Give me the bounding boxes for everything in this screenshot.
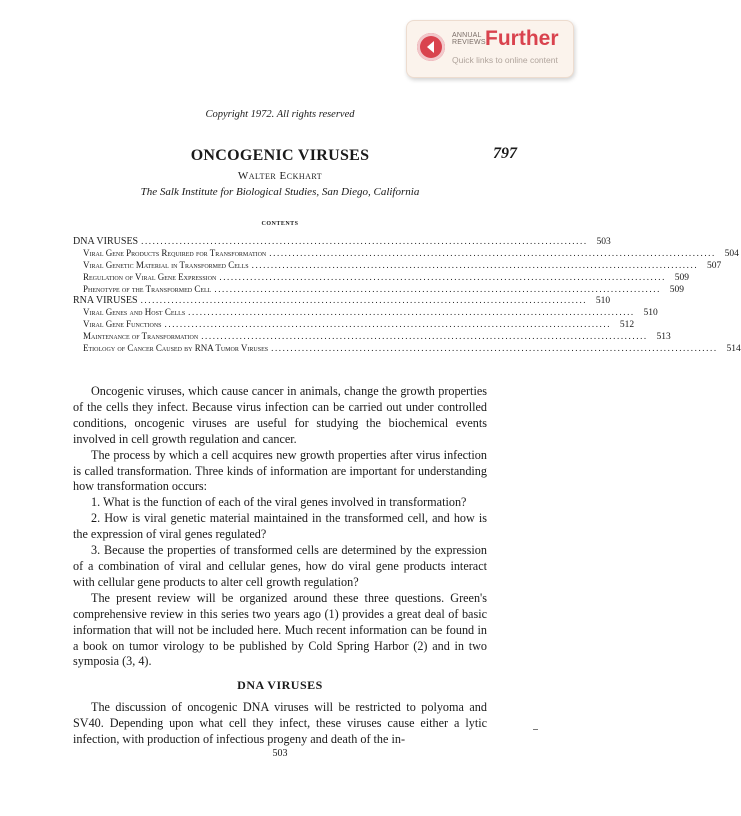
author-affiliation: The Salk Institute for Biological Studies, San Diego, California (140, 186, 420, 198)
toc-label: Etiology of Cancer Caused by RNA Tumor Viruses (83, 343, 269, 354)
toc-page: 513 (656, 332, 671, 343)
margin-mark (533, 729, 538, 730)
toc-page: 514 (726, 344, 741, 355)
footer-page-number: 503 (272, 748, 288, 759)
toc-page: 503 (596, 237, 611, 247)
toc-label: Viral Genes and Host Cells (83, 307, 186, 318)
toc-page: 512 (619, 320, 635, 331)
body-paragraph: The discussion of oncogenic DNA viruses will be restricted to polyoma and SV40. Depending upon what cell they infect, these viruses cause either a lytic infection, with production of infectious progeny and death of the in- (73, 700, 487, 747)
copyright-notice: Copyright 1972. All rights reserved (205, 109, 355, 120)
toc-entry[interactable]: Viral Genetic Material in Transformed Cells .................................................................................................................... 507 (83, 259, 722, 271)
toc-label: RNA VIRUSES (73, 295, 138, 307)
toc-entry[interactable]: Phenotype of the Transformed Cell .................................................................................................................... 509 (83, 283, 684, 295)
toc-entry[interactable]: Viral Genes and Host Cells .................................................................................................................... 510 (83, 307, 658, 319)
body-paragraph: The process by which a cell acquires new growth properties after virus infection is called transformation. Three kinds of information are important for understanding how transformation occurs: (73, 447, 487, 494)
body-paragraph: Oncogenic viruses, which cause cancer in animals, change the growth properties of the cells they infect. Because virus infection can be carried out under controlled conditions, oncogenic viruses are useful for studying the biochemical events involved in cell growth regulation and cancer. (73, 384, 487, 446)
toc-entry[interactable]: Viral Gene Products Required for Transformation .................................................................................................................... 504 (83, 247, 739, 259)
article-body (73, 384, 487, 748)
section-heading: DNA VIRUSES (237, 678, 323, 693)
toc-entry[interactable]: DNA VIRUSES .................................................................................................................... 503 (73, 236, 611, 247)
quick-links-label: Quick links to online content (452, 55, 558, 65)
toc-label: Phenotype of the Transformed Cell (83, 283, 212, 294)
toc-label: Viral Genetic Material in Transformed Cells (83, 259, 249, 270)
body-paragraph: 2. How is viral genetic material maintained in the transformed cell, and how is the expression of viral genes regulated? (73, 511, 487, 542)
body-paragraph: 3. Because the properties of transformed cells are determined by the expression of a combination of viral and cellular genes, how do viral gene products interact with cellular gene products to alter cell growth regulation? (73, 543, 487, 589)
article-title: ONCOGENIC VIRUSES (190, 147, 370, 164)
toc-label: Viral Gene Products Required for Transformation (83, 247, 267, 258)
handwritten-page-number: 797 (493, 145, 517, 162)
toc-page: 509 (669, 284, 684, 295)
toc-entry[interactable]: Maintenance of Transformation .................................................................................................................... 513 (83, 331, 671, 343)
further-label: Further (485, 27, 559, 50)
annual-reviews-label: ANNUAL REVIEWS (452, 32, 486, 46)
toc-page: 509 (674, 272, 689, 283)
toc-label: Maintenance of Transformation (83, 331, 199, 342)
toc-page: 510 (595, 296, 611, 307)
toc-label: DNA VIRUSES (73, 236, 139, 247)
toc-label: Viral Gene Functions (83, 319, 162, 330)
toc-label: Regulation of Viral Gene Expression (83, 271, 217, 282)
toc-entry[interactable]: RNA VIRUSES .................................................................................................................... 510 (73, 295, 611, 307)
body-paragraph: 1. What is the function of each of the viral genes involved in transformation? (91, 495, 467, 510)
table-of-contents (73, 236, 741, 355)
toc-page: 510 (643, 308, 658, 319)
body-paragraph: The present review will be organized around these three questions. Green's comprehensive review in this series two years ago (1) provides a great deal of basic information that will not be included here. Much recent information can be found in a book on tumor virology to be published by Cold Spring Harbor (2) and in two symposia (3, 4). (73, 590, 487, 669)
arrow-left-icon (417, 33, 445, 61)
toc-entry[interactable]: Etiology of Cancer Caused by RNA Tumor Viruses .................................................................................................................... 514 (83, 343, 741, 355)
contents-heading: contents (261, 218, 299, 227)
toc-entry[interactable]: Viral Gene Functions .................................................................................................................... 512 (83, 319, 635, 331)
further-badge[interactable] (406, 20, 574, 78)
toc-page: 507 (706, 260, 722, 271)
author-name: Walter Eckhart (237, 170, 323, 182)
toc-page: 504 (724, 248, 739, 259)
toc-entry[interactable]: Regulation of Viral Gene Expression .................................................................................................................... 509 (83, 271, 689, 283)
